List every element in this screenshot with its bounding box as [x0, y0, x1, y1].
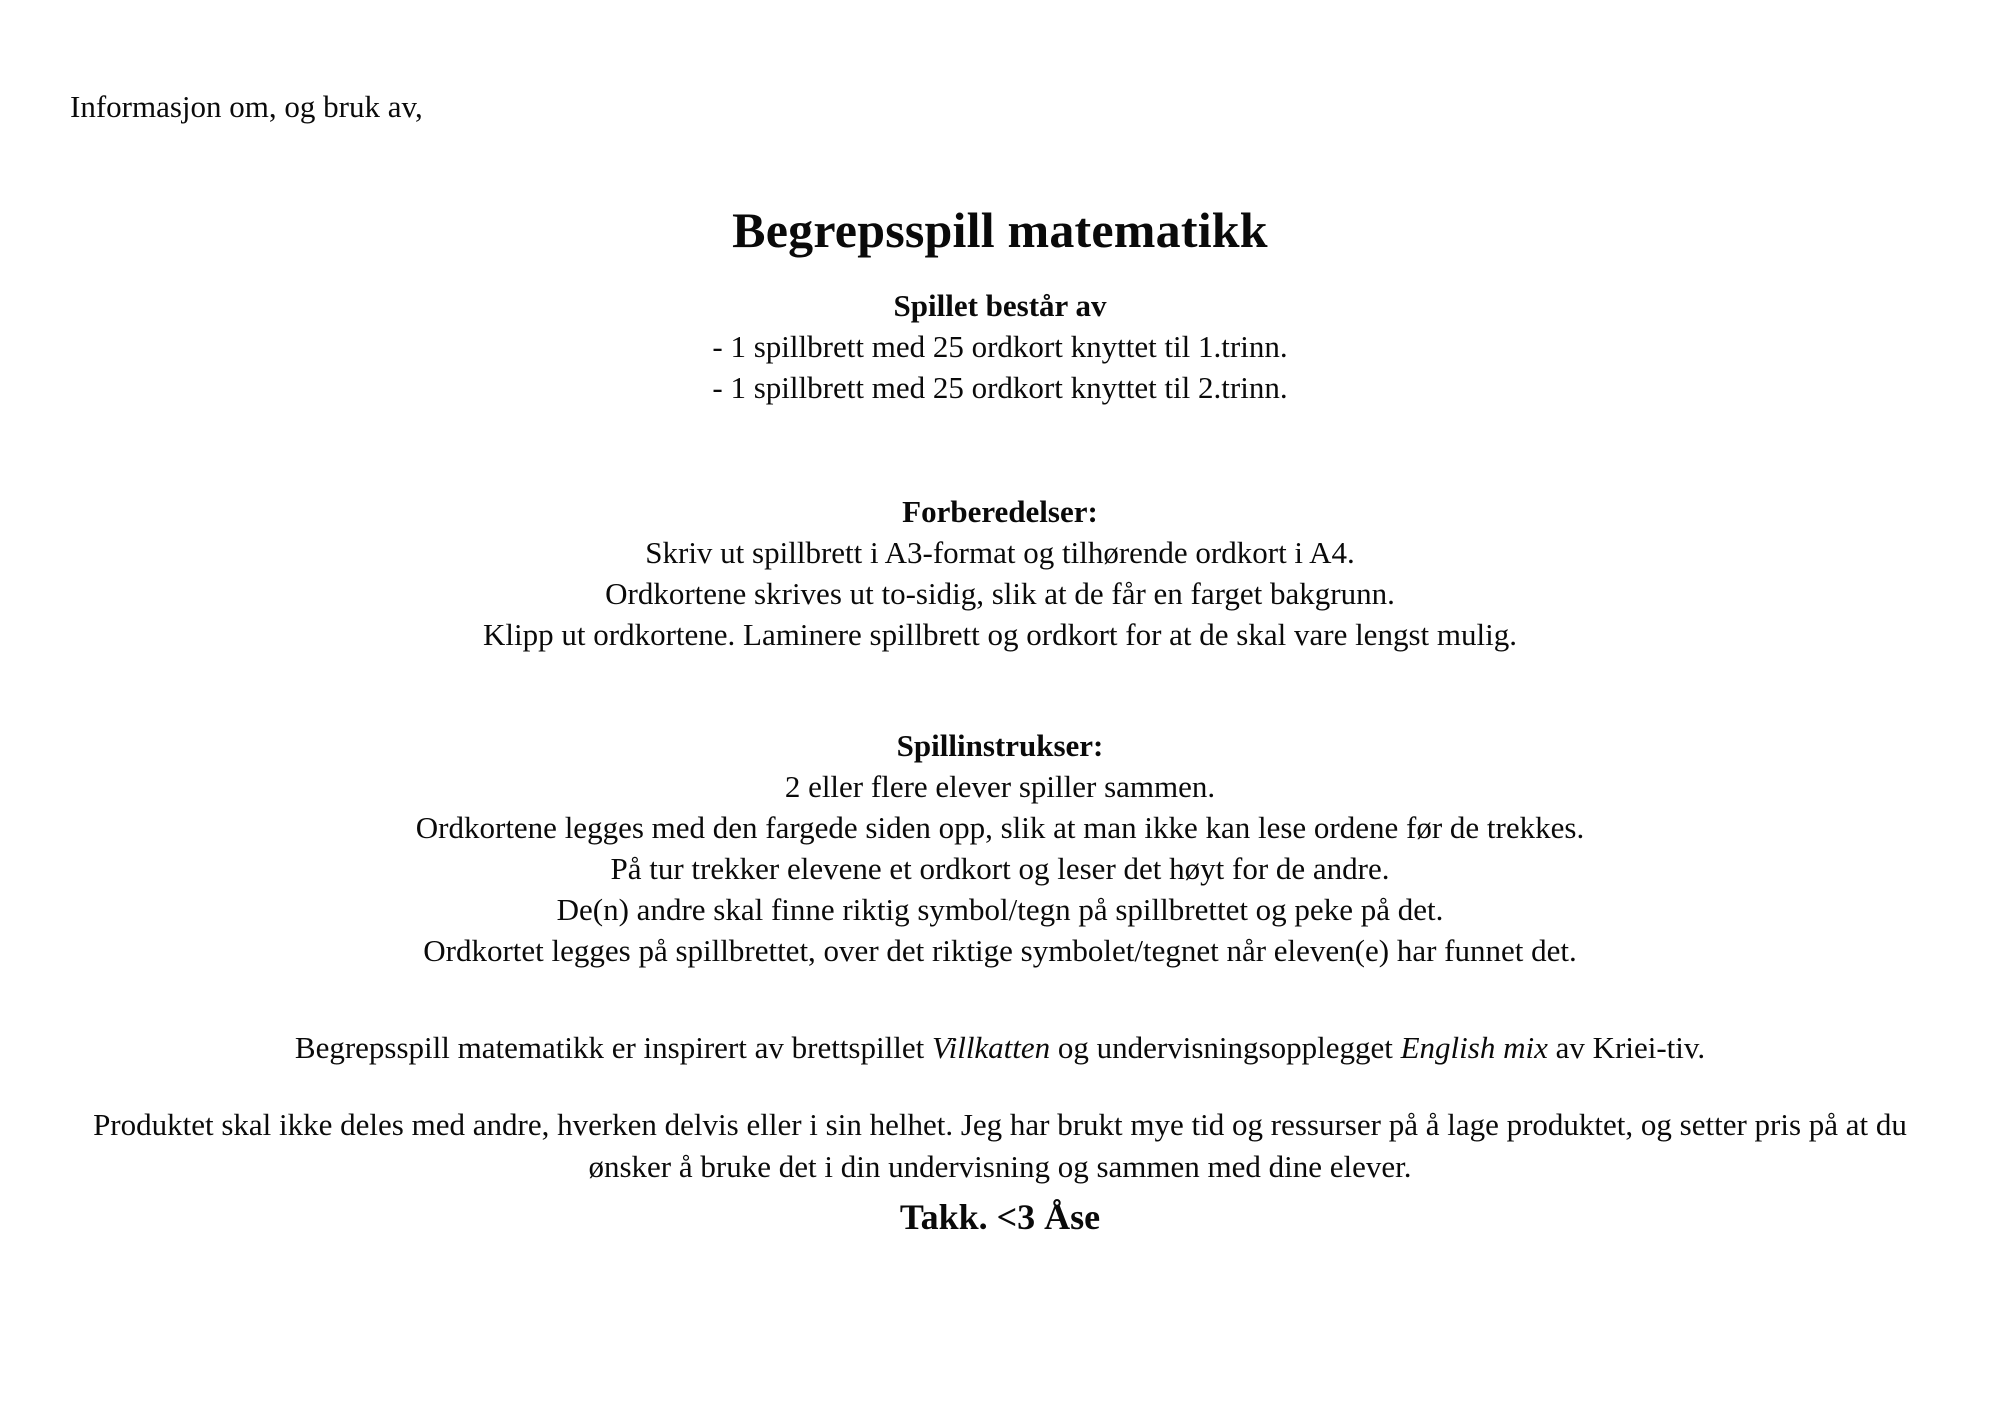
section-line: Klipp ut ordkortene. Laminere spillbrett og ordkort for at de skal vare lengst mulig.	[483, 616, 1517, 652]
game-title-villkatten: Villkatten	[931, 1030, 1051, 1065]
resource-title-english-mix: English mix	[1400, 1030, 1548, 1065]
section-spillet-bestar-av	[0, 286, 2000, 409]
section-line: 2 eller flere elever spiller sammen.	[784, 768, 1216, 804]
paragraph-text	[295, 1030, 1705, 1065]
page-title: Begrepsspill matematikk	[732, 201, 1268, 258]
section-line: De(n) andre skal finne riktig symbol/tegn på spillbrettet og peke på det.	[556, 891, 1444, 927]
section-forberedelser	[0, 492, 2000, 656]
section-line: På tur trekker elevene et ordkort og leser det høyt for de andre.	[610, 850, 1390, 886]
intro-line: Informasjon om, og bruk av,	[70, 89, 423, 124]
section-line: Skriv ut spillbrett i A3-format og tilhørende ordkort i A4.	[645, 534, 1355, 570]
section-spillinstrukser	[0, 726, 2000, 971]
paragraph-inspiration	[0, 1027, 2000, 1069]
usage-terms-text: Produktet skal ikke deles med andre, hverken delvis eller i sin helhet. Jeg har brukt mye tid og ressurser på å lage produktet, og setter pris på at du ønsker å bruke det i din undervisning og sammen med dine elever.	[93, 1107, 1907, 1184]
section-line: - 1 spillbrett med 25 ordkort knyttet til 1.trinn.	[712, 328, 1288, 364]
inspiration-text-part3: av Kriei-tiv.	[1547, 1030, 1706, 1065]
paragraph-usage-terms	[0, 1104, 2000, 1187]
section-line: Ordkortene legges med den fargede siden opp, slik at man ikke kan lese ordene før de trekkes.	[415, 809, 1585, 845]
section-line: Ordkortene skrives ut to-sidig, slik at de får en farget bakgrunn.	[605, 575, 1395, 611]
section-heading: Spillinstrukser:	[896, 728, 1104, 763]
section-heading: Forberedelser:	[902, 494, 1098, 529]
inspiration-text-part2: og undervisningsopplegget	[1050, 1030, 1401, 1065]
section-line: - 1 spillbrett med 25 ordkort knyttet til 2.trinn.	[712, 369, 1288, 405]
closing-signature: Takk. <3 Åse	[899, 1197, 1101, 1237]
section-heading: Spillet består av	[893, 288, 1107, 323]
inspiration-text-part1: Begrepsspill matematikk er inspirert av brettspillet	[294, 1030, 932, 1065]
section-line: Ordkortet legges på spillbrettet, over det riktige symbolet/tegnet når eleven(e) har funnet det.	[423, 932, 1577, 968]
